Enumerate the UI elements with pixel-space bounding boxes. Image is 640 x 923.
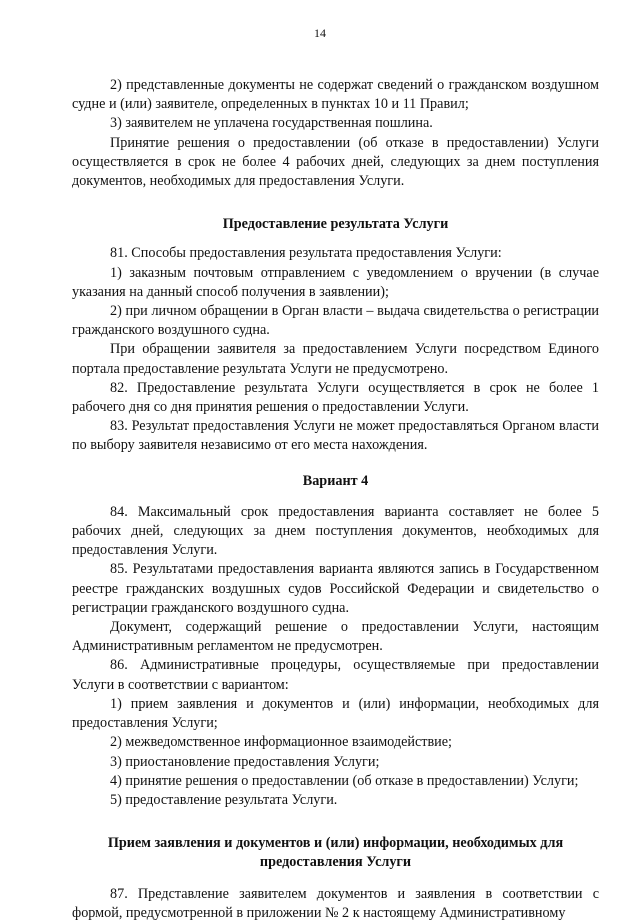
list-item: 1) прием заявления и документов и (или) информации, необходимых для предоставления Услуги; bbox=[72, 695, 599, 732]
paragraph: 82. Предоставление результата Услуги осуществляется в срок не более 1 рабочего дня со дня принятия решения о предоставлении Услуги. bbox=[72, 379, 599, 416]
paragraph: 84. Максимальный срок предоставления варианта составляет не более 5 рабочих дней, следующих за днем поступления документов, необходимых для предоставления Услуги. bbox=[72, 503, 599, 559]
paragraph: При обращении заявителя за предоставлением Услуги посредством Единого портала предоставление результата Услуги не предусмотрено. bbox=[72, 341, 599, 377]
paragraph: 81. Способы предоставления результата предоставления Услуги: bbox=[110, 245, 502, 262]
paragraph: 2) при личном обращении в Орган власти – выдача свидетельства о регистрации гражданского воздушного судна. bbox=[72, 303, 599, 339]
list-item: 2) межведомственное информационное взаимодействие; bbox=[110, 734, 452, 751]
list-item: 3) приостановление предоставления Услуги; bbox=[110, 753, 380, 770]
paragraph: 2) представленные документы не содержат сведений о гражданском воздушном судне и (или) заявителе, определенных в пунктах 10 и 11 Правил; bbox=[72, 77, 599, 113]
page-number: 14 bbox=[314, 26, 326, 40]
section-heading: Прием заявления и документов и (или) информации, необходимых для предоставления Услуги bbox=[107, 835, 564, 871]
list-item: 4) принятие решения о предоставлении (об отказе в предоставлении) Услуги; bbox=[110, 772, 579, 789]
list-item: 5) предоставление результата Услуги. bbox=[110, 791, 338, 808]
paragraph: 85. Результатами предоставления варианта являются запись в Государственном реестре гражданских воздушных судов Российской Федерации и свидетельство о регистрации гражданского воздушного судна. bbox=[72, 561, 599, 616]
paragraph: 3) заявителем не уплачена государственная пошлина. bbox=[110, 115, 433, 132]
paragraph: 87. Представление заявителем документов и заявления в соответствии с формой, предусмотренной в приложении № 2 к настоящему Административному bbox=[72, 885, 599, 921]
paragraph: 1) заказным почтовым отправлением с уведомлением о вручении (в случае указания на данный способ получения в заявлении); bbox=[72, 264, 599, 300]
paragraph: Принятие решения о предоставлении (об отказе в предоставлении) Услуги осуществляется в срок не более 4 рабочих дней, следующих за днем поступления документов, необходимых для предоставления Услуги. bbox=[72, 134, 599, 190]
paragraph: 83. Результат предоставления Услуги не может предоставляться Органом власти по выбору заявителя независимо от его места нахождения. bbox=[72, 418, 599, 454]
paragraph: Документ, содержащий решение о предоставлении Услуги, настоящим Административным регламентом не предусмотрен. bbox=[72, 619, 599, 655]
page-text bbox=[72, 76, 599, 923]
section-heading: Предоставление результата Услуги bbox=[222, 216, 449, 233]
section-heading: Вариант 4 bbox=[302, 472, 369, 489]
paragraph: 86. Административные процедуры, осуществляемые при предоставлении Услуги в соответствии с вариантом: bbox=[72, 657, 599, 693]
